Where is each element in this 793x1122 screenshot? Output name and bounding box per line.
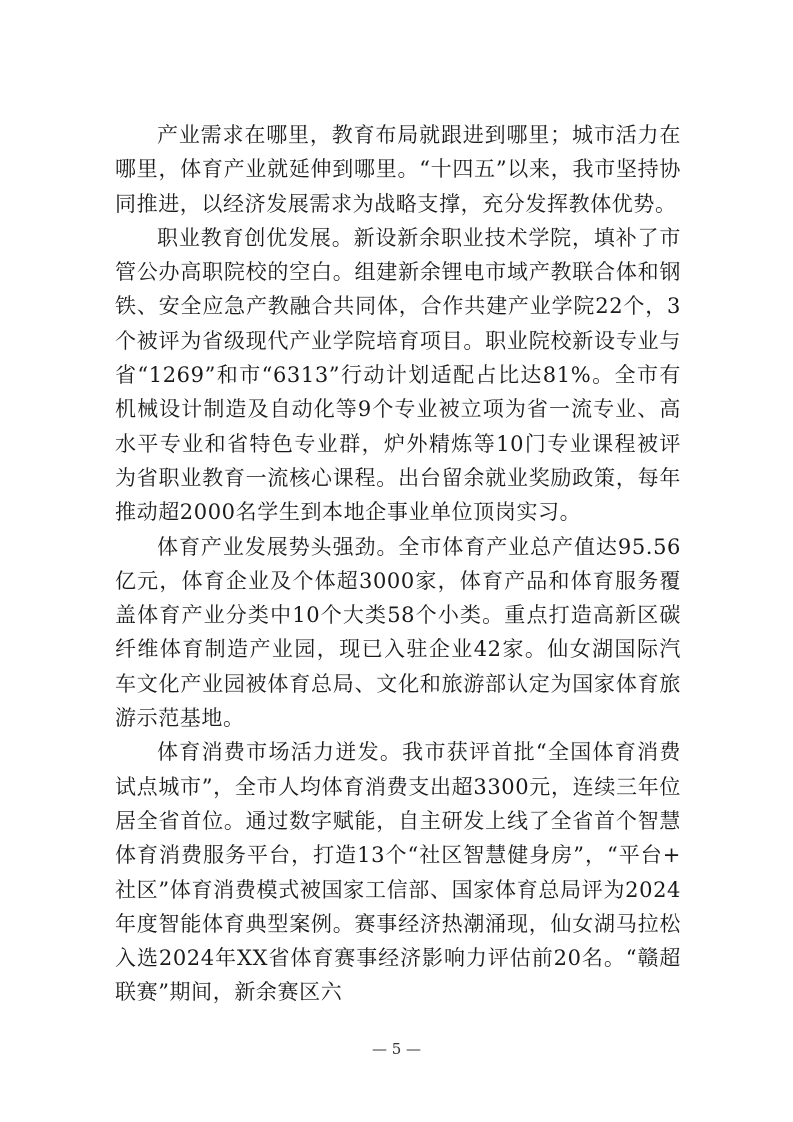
paragraph-sports-consumption: 体育消费市场活力迸发。我市获评首批“全国体育消费试点城市”，全市人均体育消费支出超3300元，连续三年位居全省首位。通过数字赋能，自主研发上线了全省首个智慧体育消费服务平台，打造13个“社区智慧健身房”，“平台+社区”体育消费模式被国家工信部、国家体育总局评为2024年度智能体育典型案例。赛事经济热潮涌现，仙女湖马拉松入选2024年XX省体育赛事经济影响力评估前20名。“赣超联赛”期间，新余赛区六 [115, 740, 681, 1005]
paragraph-vocational-education: 职业教育创优发展。新设新余职业技术学院，填补了市管公办高职院校的空白。组建新余锂电市域产教联合体和钢铁、安全应急产教融合共同体，合作共建产业学院22个，3个被评为省级现代产业学院培育项目。职业院校新设专业与省“1269”和市“6313”行动计划适配占比达81%。全市有机械设计制造及自动化等9个专业被立项为省一流专业、高水平专业和省特色专业群，炉外精炼等10门专业课程被评为省职业教育一流核心课程。出台留余就业奖励政策，每年推动超2000名学生到本地企事业单位顶岗实习。 [115, 225, 681, 525]
document-body [115, 118, 681, 1010]
paragraph-intro: 产业需求在哪里，教育布局就跟进到哪里；城市活力在哪里，体育产业就延伸到哪里。“十四五”以来，我市坚持协同推进，以经济发展需求为战略支撑，充分发挥教体优势。 [115, 123, 681, 216]
page-number: — 5 — [371, 1040, 422, 1058]
paragraph-sports-industry: 体育产业发展势头强劲。全市体育产业总产值达95.56亿元，体育企业及个体超3000家，体育产品和体育服务覆盖体育产业分类中10个大类58个小类。重点打造高新区碳纤维体育制造产业园，现已入驻企业42家。仙女湖国际汽车文化产业园被体育总局、文化和旅游部认定为国家体育旅游示范基地。 [115, 534, 681, 731]
